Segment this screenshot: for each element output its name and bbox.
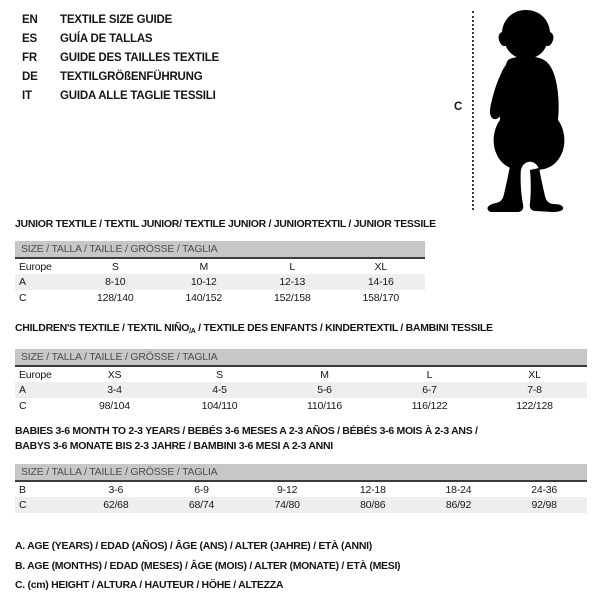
size-band (15, 464, 587, 481)
size-value-cell: 116/122 (411, 400, 448, 412)
language-row (22, 49, 219, 68)
row-label-cell: B (19, 483, 26, 496)
babies-size-table (15, 464, 587, 513)
size-band (15, 349, 587, 366)
section-heading: BABIES 3-6 MONTH TO 2-3 YEARS / BEBÉS 3-6 MESES A 2-3 AÑOS / BÉBÉS 3-6 MOIS À 2-3 ANS / (15, 425, 478, 437)
language-title: GUÍA DE TALLAS (60, 33, 153, 45)
language-title: GUIDE DES TAILLES TEXTILE (60, 52, 219, 64)
heading-text: / TEXTILE DES ENFANTS / KINDERTEXTIL / BAMBINI TESSILE (195, 322, 493, 334)
size-value-cell: 14-16 (337, 274, 426, 290)
size-value-cell: XS (107, 368, 122, 381)
size-value-cell: 128/140 (96, 292, 134, 304)
language-title: TEXTILE SIZE GUIDE (60, 14, 173, 26)
size-value-cell: 24-36 (531, 483, 558, 496)
size-value-cell: 140/152 (185, 292, 223, 304)
table-row (15, 274, 425, 290)
size-figure (448, 0, 598, 214)
heading-text: CHILDREN'S TEXTILE / TEXTIL NIÑO (15, 322, 190, 334)
size-value-cell: 7-8 (482, 382, 587, 398)
size-band-label: SIZE / TALLA / TAILLE / GRÖSSE / TAGLIA (15, 349, 587, 366)
size-value-cell: L (426, 368, 433, 381)
table-row (15, 382, 587, 398)
legend-line-b: B. AGE (MONTHS) / EDAD (MESES) / ÂGE (MOIS) / ALTER (MONATE) / ETÀ (MESI) (15, 559, 401, 572)
legend-line-a: A. AGE (YEARS) / EDAD (AÑOS) / ÂGE (ANS) / ALTER (JAHRE) / ETÀ (ANNI) (15, 540, 372, 552)
section-babies-textile (15, 424, 587, 513)
size-value-cell: 74/80 (244, 497, 330, 513)
size-band-label: SIZE / TALLA / TAILLE / GRÖSSE / TAGLIA (15, 241, 425, 258)
table-row (15, 258, 425, 274)
size-value-cell: L (289, 260, 296, 273)
language-code: ES (22, 33, 37, 45)
junior-size-table (15, 241, 425, 306)
table-row (15, 366, 587, 382)
size-value-cell: 158/170 (362, 292, 400, 304)
legend-line-c: C. (cm) HEIGHT / ALTURA / HAUTEUR / HÖHE / ALTEZZA (15, 579, 284, 592)
size-value-cell: 12-18 (359, 483, 386, 496)
size-value-cell: XL (374, 260, 387, 273)
size-value-cell: 18-24 (445, 483, 472, 496)
heading-subscript: /A (189, 328, 196, 335)
table-row (15, 290, 425, 306)
size-value-cell: 8-10 (71, 274, 160, 290)
size-band (15, 241, 425, 258)
row-label-cell: C (19, 292, 27, 304)
size-value-cell: 122/128 (516, 400, 553, 412)
size-value-cell: 3-6 (108, 483, 124, 496)
row-label-cell: C (19, 400, 27, 412)
size-value-cell: 110/116 (307, 400, 342, 412)
language-row (22, 68, 219, 87)
size-value-cell: 86/92 (416, 497, 502, 513)
size-value-cell: XL (528, 368, 541, 381)
row-label-cell: C (15, 497, 73, 513)
size-value-cell: S (216, 368, 223, 381)
language-code: EN (22, 14, 38, 26)
row-label-cell: A (15, 274, 71, 290)
language-code: IT (22, 90, 32, 102)
size-value-cell: 12-13 (248, 274, 337, 290)
toddler-silhouette-icon (480, 8, 572, 212)
size-value-cell: M (320, 368, 329, 381)
children-size-table (15, 349, 587, 414)
table-row (15, 481, 587, 497)
language-code: DE (22, 71, 38, 83)
size-value-cell: S (111, 260, 119, 273)
size-value-cell: 62/68 (73, 497, 159, 513)
size-value-cell: 98/104 (99, 400, 130, 412)
language-row (22, 87, 219, 106)
size-value-cell: 6-9 (194, 483, 209, 496)
section-heading: BABYS 3-6 MONATE BIS 2-3 JAHRE / BAMBINI 3-6 MESI A 2-3 ANNI (15, 440, 333, 452)
size-value-cell: 152/158 (273, 292, 311, 304)
section-heading: JUNIOR TEXTILE / TEXTIL JUNIOR/ TEXTILE JUNIOR / JUNIORTEXTIL / JUNIOR TESSILE (15, 218, 436, 230)
size-value-cell: 6-7 (377, 382, 482, 398)
row-label-cell: Europe (19, 260, 52, 273)
row-label-cell: Europe (19, 368, 52, 381)
table-row (15, 497, 587, 513)
size-value-cell: 5-6 (272, 382, 377, 398)
row-label-cell: A (15, 382, 62, 398)
language-code: FR (22, 52, 37, 64)
section-heading (15, 321, 587, 339)
section-children-textile (15, 321, 587, 414)
size-value-cell: 3-4 (62, 382, 167, 398)
size-value-cell: 4-5 (167, 382, 272, 398)
language-row (22, 11, 219, 30)
size-value-cell: 104/110 (201, 400, 238, 412)
height-label-c: C (454, 101, 463, 113)
height-measure-line (472, 11, 474, 210)
size-band-label: SIZE / TALLA / TAILLE / GRÖSSE / TAGLIA (15, 464, 587, 481)
size-value-cell: 92/98 (501, 497, 587, 513)
language-row (22, 30, 219, 49)
section-junior-textile (15, 217, 436, 306)
language-title: TEXTILGRÖßENFÜHRUNG (60, 71, 203, 83)
size-value-cell: 9-12 (277, 483, 298, 496)
table-row (15, 398, 587, 414)
language-list (22, 11, 219, 106)
size-value-cell: 10-12 (160, 274, 249, 290)
language-title: GUIDA ALLE TAGLIE TESSILI (60, 90, 216, 102)
size-value-cell: 80/86 (330, 497, 416, 513)
legend (15, 537, 400, 596)
size-value-cell: M (199, 260, 209, 273)
size-value-cell: 68/74 (159, 497, 245, 513)
